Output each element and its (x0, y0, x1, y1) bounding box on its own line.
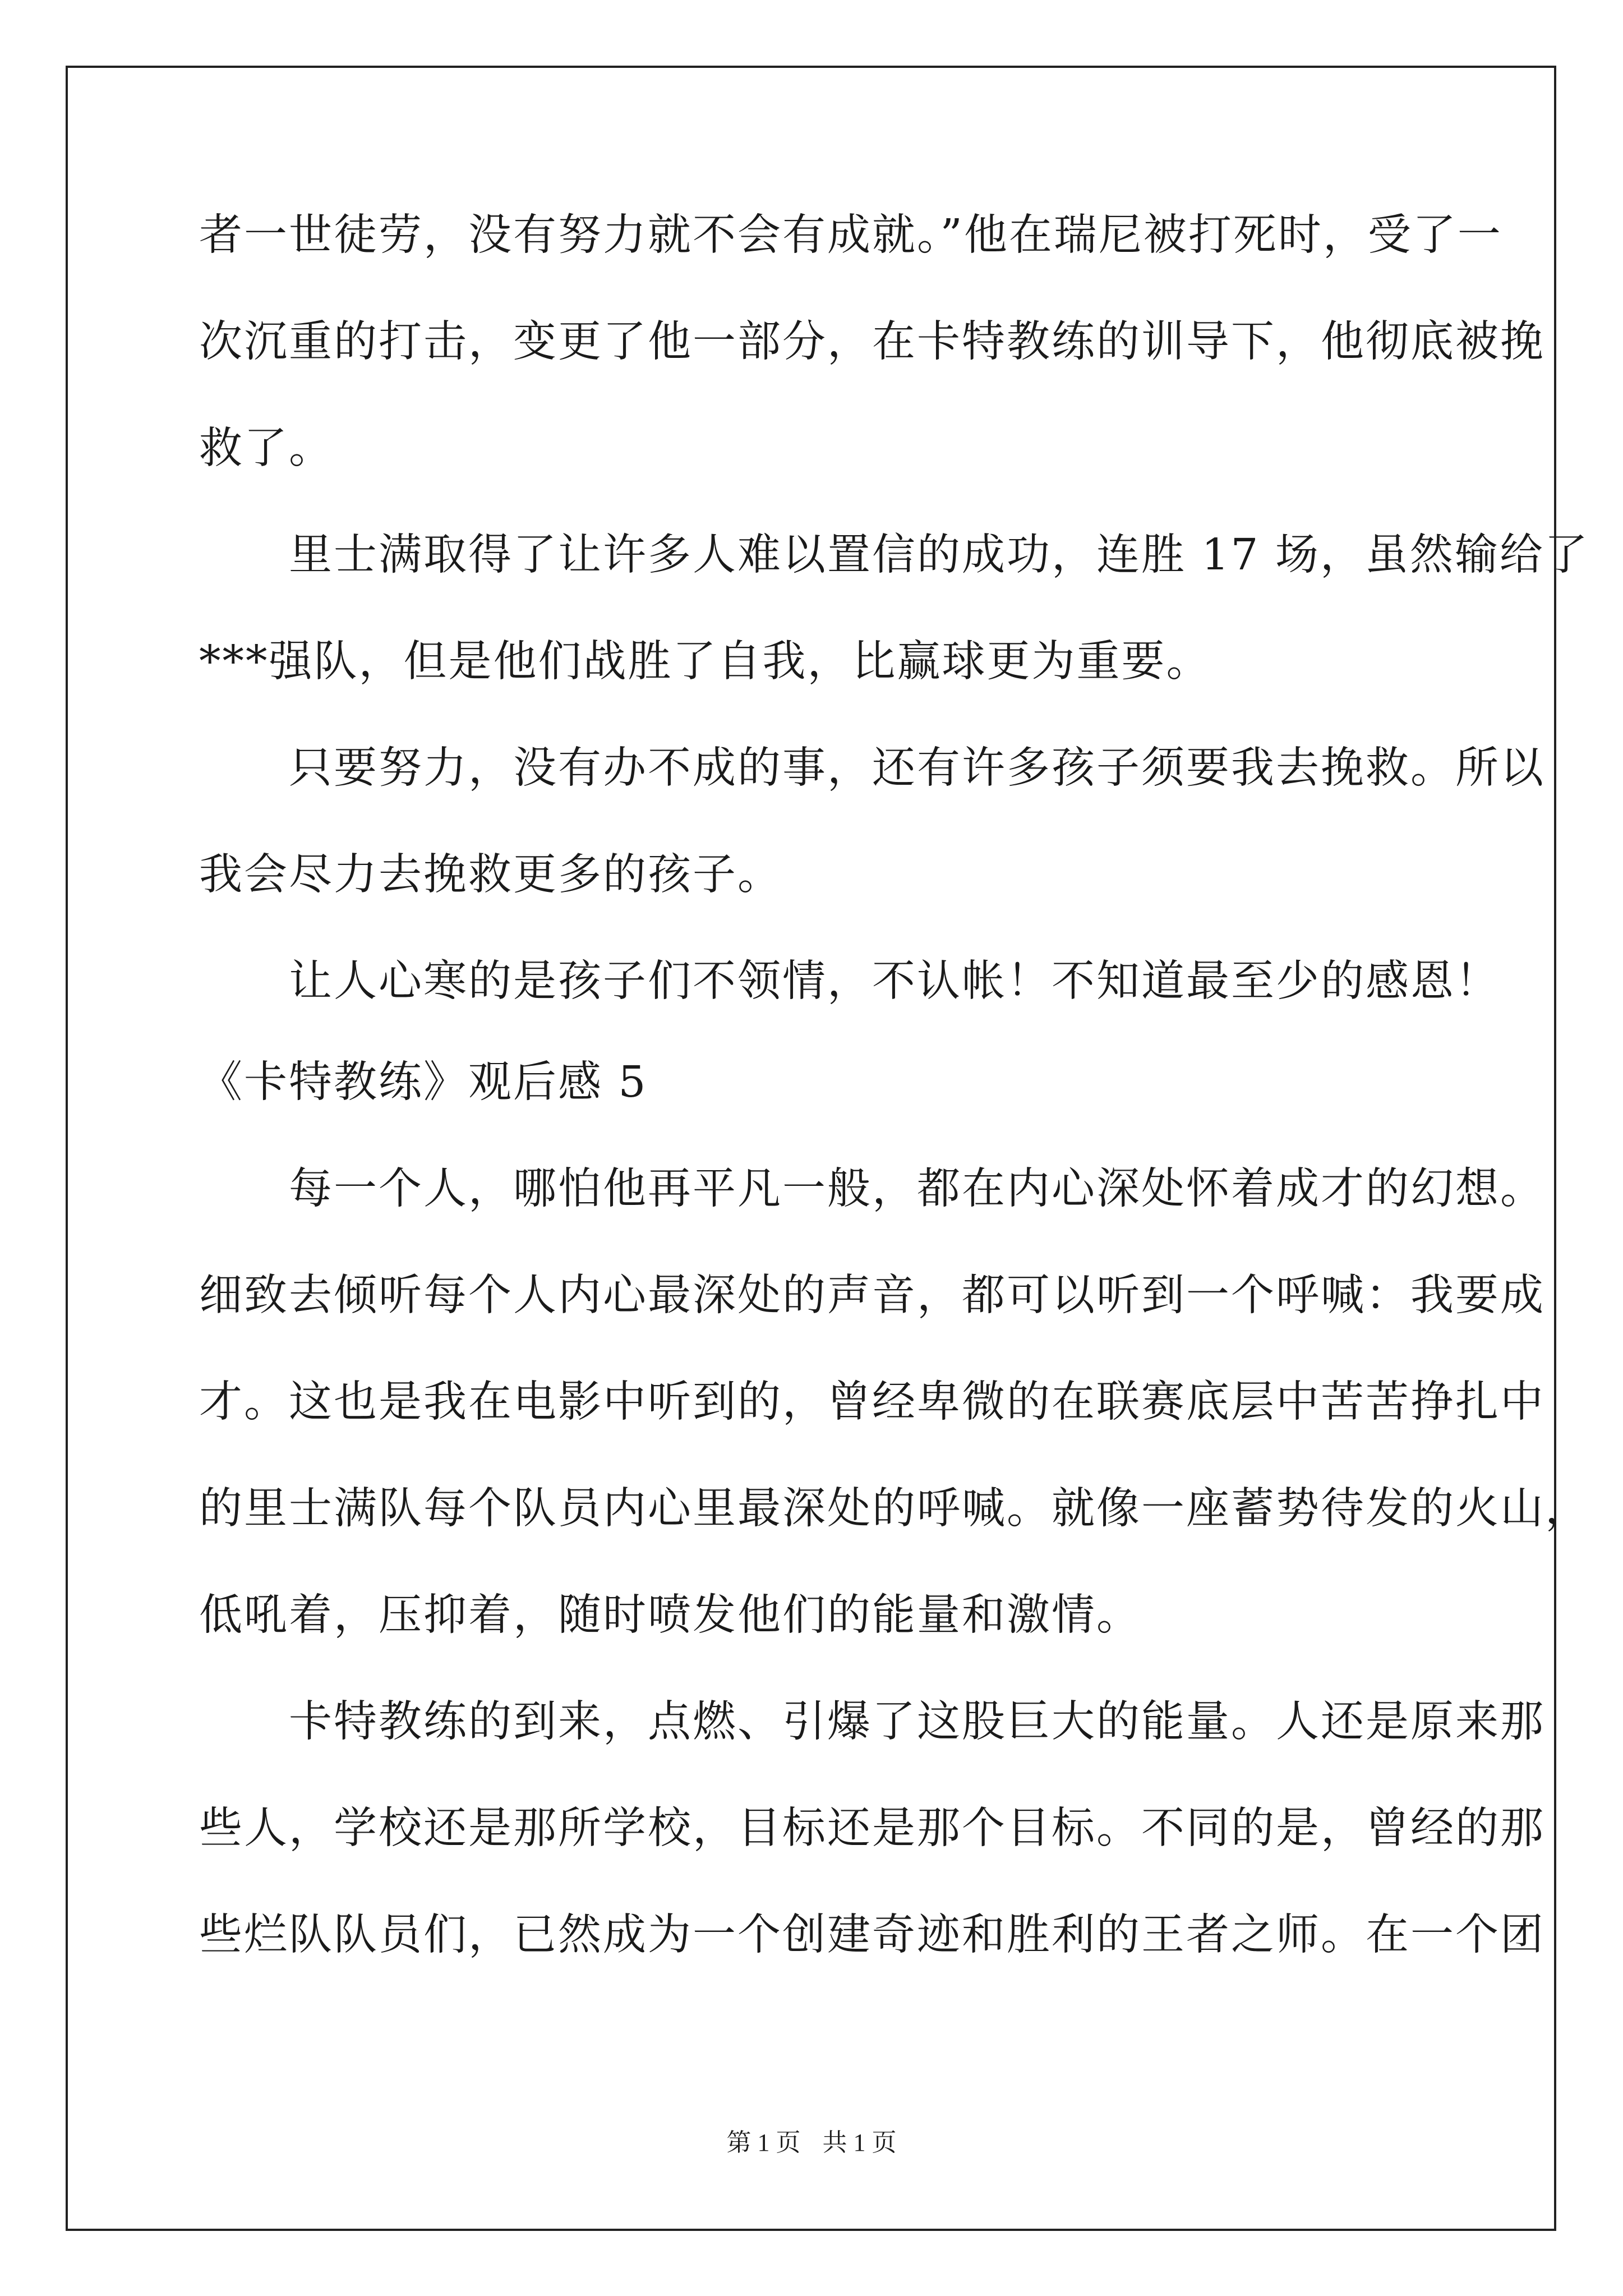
page-total: 共 1 页 (822, 2129, 897, 2156)
text-line: 让人心寒的是孩子们不领情，不认帐！不知道最至少的感恩！ (199, 956, 1500, 1006)
text-line: 才。这也是我在电影中听到的，曾经卑微的在联赛底层中苦苦挣扎中 (199, 1377, 1545, 1427)
page-footer (0, 2126, 1623, 2160)
text-line: 者一世徒劳，没有努力就不会有成就。”他在瑞尼被打死时，受了一 (199, 210, 1502, 260)
text-line: ***强队，但是他们战胜了自我，比赢球更为重要。 (199, 637, 1211, 687)
text-line: 每一个人，哪怕他再平凡一般，都在内心深处怀着成才的幻想。 (199, 1164, 1545, 1214)
text-line: 救了。 (199, 424, 334, 473)
text-line: 细致去倾听每个人内心最深处的声音，都可以听到一个呼喊：我要成 (199, 1271, 1545, 1320)
text-line: 次沉重的打击，变更了他一部分，在卡特教练的训导下，他彻底被挽 (199, 317, 1545, 367)
text-line: 里士满取得了让许多人难以置信的成功，连胜 17 场，虽然输给了 (199, 530, 1589, 580)
text-line: 些烂队队员们，已然成为一个创建奇迹和胜利的王者之师。在一个团 (199, 1910, 1545, 1960)
text-line: 只要努力，没有办不成的事，还有许多孩子须要我去挽救。所以 (199, 743, 1545, 793)
text-line: 些人，学校还是那所学校，目标还是那个目标。不同的是，曾经的那 (199, 1803, 1545, 1853)
text-line: 卡特教练的到来，点燃、引爆了这股巨大的能量。人还是原来那 (199, 1697, 1545, 1747)
text-line: 我会尽力去挽救更多的孩子。 (199, 850, 782, 900)
page-number: 第 1 页 (726, 2129, 801, 2156)
text-line: 的里士满队每个队员内心里最深处的呼喊。就像一座蓄势待发的火山， (199, 1484, 1590, 1534)
text-line: 低吼着，压抑着，随时喷发他们的能量和激情。 (199, 1590, 1141, 1640)
page-border (66, 66, 1556, 2231)
section-heading: 《卡特教练》观后感 5 (199, 1057, 648, 1107)
